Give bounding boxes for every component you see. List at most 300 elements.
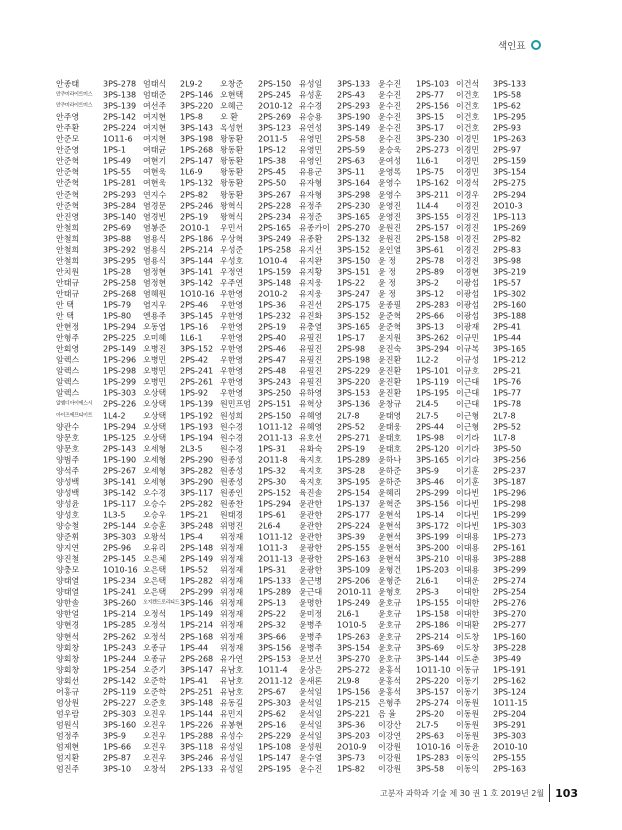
paper-code: 3PS-69	[416, 643, 445, 653]
paper-code: 1PS-296	[103, 355, 137, 365]
author-name: 원성희	[220, 411, 244, 420]
author-name: 원수경	[220, 444, 244, 454]
paper-code: 3PS-151	[337, 267, 371, 277]
paper-code: 3PS-220	[180, 101, 214, 111]
author-name: 윤여성	[378, 156, 402, 166]
author-name: 유화숙	[299, 444, 323, 454]
author-name: 엄원식	[56, 720, 80, 730]
paper-code: 3PS-61	[416, 245, 445, 255]
author-name: 엄우람	[56, 709, 80, 719]
paper-code: 1PS-299	[103, 377, 137, 387]
author-name: 오은택	[143, 565, 167, 575]
paper-code: 1O10-16	[416, 742, 451, 752]
author-name: 여지현	[143, 112, 167, 122]
author-name: 안철희	[56, 256, 80, 266]
paper-code: 2PS-46	[258, 344, 287, 354]
paper-code: 3PS-15	[416, 112, 445, 122]
author-name: 알렉스	[56, 366, 80, 376]
paper-code: 2PS-52	[493, 422, 522, 432]
author-name: 양한솔	[56, 598, 80, 608]
author-name: 이동윤	[456, 742, 480, 752]
author-name: 위명진	[220, 521, 244, 531]
paper-code: 2PS-275	[493, 178, 527, 188]
author-name: 양석주	[56, 466, 80, 476]
paper-code: 2PS-251	[180, 687, 214, 697]
author-name: 윤현석	[378, 554, 402, 564]
paper-code: 3PS-298	[337, 190, 371, 199]
author-name: 유수경	[299, 101, 323, 111]
paper-code: 2PS-198	[337, 355, 371, 365]
paper-code: 2PS-142	[103, 112, 137, 122]
paper-code: 2PS-293	[337, 101, 371, 111]
author-name: 안태규	[56, 289, 80, 299]
author-name: 윤보선	[299, 654, 323, 664]
author-name: 염용식	[143, 245, 167, 255]
author-name: 오진우	[143, 709, 167, 719]
author-name: 이강원	[378, 764, 402, 774]
author-name: 윤수진	[378, 90, 402, 100]
paper-code: 1PS-288	[180, 731, 214, 741]
author-name: 윤수진	[378, 134, 402, 144]
paper-code: 1PS-263	[493, 134, 527, 144]
paper-code: 1PS-36	[258, 300, 287, 310]
author-name: 윤준혁	[378, 311, 402, 321]
author-name: 이경진	[456, 223, 480, 233]
paper-code: 2PS-82	[493, 234, 522, 244]
paper-code: 3PS-124	[493, 687, 527, 697]
paper-code: 1PS-22	[337, 278, 366, 288]
author-name: 우한영	[220, 344, 244, 354]
paper-code: 1PS-119	[416, 377, 450, 387]
author-name: 유남호	[220, 687, 244, 697]
paper-code: 2L9-2	[180, 79, 203, 89]
author-name: 원태경	[220, 510, 244, 520]
author-name: 오정석	[143, 609, 167, 619]
paper-code: 3PS-210	[416, 554, 450, 564]
paper-code: 1PS-52	[180, 565, 209, 575]
author-name: 윤영록	[378, 167, 402, 177]
author-name: 유종환	[299, 234, 323, 244]
author-name: 안현정	[56, 322, 80, 332]
author-name: 오미혜	[143, 333, 167, 343]
author-name: 위정재	[220, 609, 244, 619]
journal-info: 고분자 과학과 기술 제 30 권 1 호 2019년 2월	[380, 788, 545, 798]
paper-code: 3PS-133	[493, 79, 527, 89]
author-name: 여현욱	[143, 178, 167, 188]
author-name: 윤태웅	[378, 422, 402, 432]
author-name: 안철희	[56, 245, 80, 255]
author-name: 이동기	[456, 687, 480, 697]
paper-code: 1PS-82	[337, 764, 366, 774]
paper-code: 1PS-195	[416, 388, 450, 398]
paper-code: 2L6-1	[337, 609, 360, 619]
author-name: 유성일	[220, 753, 244, 763]
author-name: 오정석	[143, 620, 167, 630]
author-name: 염혜원	[143, 289, 167, 299]
paper-code: 2O10-1	[180, 223, 210, 233]
paper-code: 3PS-9	[416, 466, 439, 476]
author-name: 안형주	[56, 333, 80, 343]
author-name: 오진우	[143, 753, 167, 763]
author-name: 오준기	[143, 665, 167, 675]
author-name: 오혜근	[220, 101, 244, 111]
paper-code: 3PS-109	[337, 565, 371, 575]
author-name: 이다빈	[456, 521, 480, 531]
author-name: 알렉스	[56, 388, 80, 398]
paper-code: 1O10-16	[180, 289, 215, 299]
paper-code: 1PS-159	[258, 267, 292, 277]
author-name: 오유리	[143, 543, 167, 553]
author-name: 오창석	[143, 764, 167, 774]
author-name: 윤호규	[378, 609, 402, 619]
author-name: 윤진환	[378, 388, 402, 398]
author-name: 유필진	[299, 377, 323, 387]
paper-code: 1PS-263	[337, 632, 371, 641]
paper-code: 2PS-269	[258, 112, 292, 122]
paper-code: 1PS-249	[337, 598, 371, 608]
paper-code: 3PS-98	[493, 256, 522, 266]
author-name: 윤석일	[299, 687, 323, 697]
paper-code: 3PS-73	[337, 753, 366, 763]
author-name: 유호선	[299, 433, 323, 443]
author-name: 어홍규	[56, 687, 80, 697]
author-name: 윤광한	[299, 565, 323, 575]
paper-code: 2PS-149	[180, 554, 214, 564]
author-name: 양범주	[56, 455, 80, 465]
paper-code: 2L7-8	[337, 411, 360, 420]
paper-code: 1PS-113	[493, 212, 527, 222]
paper-code: 1PS-190	[103, 455, 137, 465]
author-name: 우한영	[220, 311, 244, 321]
paper-code: 2PS-220	[416, 676, 450, 686]
author-name: 이경현	[456, 267, 480, 277]
paper-code: 2PS-261	[180, 377, 214, 387]
paper-code: 1PS-75	[416, 167, 445, 177]
paper-code: 2O11-12	[258, 676, 293, 686]
author-name: 윤수진	[378, 123, 402, 133]
paper-code: 3PS-260	[103, 598, 137, 608]
author-name: 안준혁	[56, 156, 80, 166]
author-name: 원종찬	[220, 499, 244, 509]
author-name: 안준혁	[56, 178, 80, 188]
author-name: 우성호	[220, 256, 244, 266]
author-name: 윤혁준	[378, 499, 402, 509]
author-name: 이건호	[456, 123, 480, 133]
paper-code: 2PS-20	[416, 709, 445, 719]
author-name: 오왕석	[143, 532, 167, 542]
paper-code: 1PS-149	[180, 609, 214, 619]
paper-code: 2PS-254	[493, 587, 527, 597]
author-name: 유승용	[299, 112, 323, 122]
circle-marker-icon	[531, 40, 541, 50]
paper-code: 1PS-241	[103, 587, 137, 597]
paper-code: 3PS-148	[258, 278, 292, 288]
author-name: 윤홍석	[378, 687, 402, 697]
author-name: 우한영	[220, 300, 244, 310]
paper-code: 1PS-191	[493, 665, 527, 675]
author-name: 엄지환	[56, 753, 80, 763]
paper-code: 1PS-78	[493, 399, 522, 409]
author-name: 유지웅	[299, 289, 323, 299]
paper-code: 3PS-140	[103, 212, 137, 222]
paper-code: 1PS-303	[103, 388, 137, 398]
author-name: 여태균	[143, 145, 167, 155]
author-name: 이대용	[456, 532, 480, 542]
author-name: 양성백	[56, 488, 80, 498]
paper-code: 2PS-22	[258, 609, 287, 619]
paper-code: 1O11-6	[103, 134, 133, 144]
author-name: 염경빈	[143, 212, 167, 222]
paper-code: 2PS-156	[416, 101, 450, 111]
author-name: 오 환	[220, 112, 238, 122]
paper-code: 2PS-59	[337, 145, 366, 155]
author-name: 여지현	[143, 134, 167, 144]
author-name: 이동원	[456, 698, 480, 708]
paper-code: 2PS-276	[493, 598, 527, 608]
author-name: 유봉현	[220, 720, 244, 730]
author-name: 이다빈	[456, 510, 480, 520]
paper-code: 3PS-141	[103, 477, 137, 487]
author-name: 왕동환	[220, 190, 244, 199]
paper-code: 3PS-230	[416, 134, 450, 144]
author-name: 염용식	[143, 256, 167, 266]
paper-code: 2PS-158	[416, 234, 450, 244]
author-name: 오세형	[143, 444, 167, 454]
paper-code: 2L3-5	[180, 444, 203, 454]
author-name: 오상택	[143, 422, 167, 432]
author-name: 여선주	[143, 101, 167, 111]
author-name: 유자형	[299, 190, 323, 199]
paper-code: 2PS-160	[493, 300, 527, 310]
paper-code: 1PS-193	[180, 422, 214, 432]
author-name: 위정재	[220, 532, 244, 542]
author-name: 유혜영	[299, 411, 323, 420]
paper-code: 3PS-246	[180, 753, 214, 763]
author-name: 유지웅	[299, 278, 323, 288]
paper-code: 2O11-13	[258, 554, 293, 564]
paper-code: 2PS-268	[180, 654, 214, 664]
author-name: 윤 정	[378, 256, 396, 266]
paper-code: 3PS-303	[493, 731, 527, 741]
paper-code: 2PS-96	[103, 543, 132, 553]
author-name: 윤명한	[299, 598, 323, 608]
author-name: 이기훈	[456, 466, 480, 476]
author-name: 안회영	[56, 344, 80, 354]
author-name: 윤태호	[378, 444, 402, 454]
author-name: 이경민	[456, 134, 480, 144]
paper-code: 3PS-284	[103, 201, 137, 211]
author-name: 이강원	[378, 753, 402, 763]
author-name: 오상택	[143, 388, 167, 398]
paper-code: 2PS-40	[258, 333, 287, 343]
author-name: 윤석일	[299, 720, 323, 730]
paper-code: 1PS-212	[493, 355, 527, 365]
paper-code: 2O10-10	[493, 742, 528, 752]
paper-code: 3PS-172	[416, 521, 450, 531]
paper-code: 2PS-221	[337, 709, 371, 719]
paper-code: 1PS-44	[493, 333, 522, 343]
paper-code: 3PS-243	[258, 377, 292, 387]
paper-code: 2PS-133	[180, 764, 214, 774]
author-name: 위정재	[220, 587, 244, 597]
paper-code: 2PS-150	[258, 79, 292, 89]
paper-code: 3PS-149	[337, 123, 371, 133]
author-name: 이근대	[456, 399, 480, 409]
paper-code: 3PS-249	[258, 234, 292, 244]
paper-code: 1PS-294	[103, 422, 137, 432]
paper-code: 1L6-1	[416, 156, 439, 166]
paper-code: 1L4-4	[416, 201, 439, 211]
paper-code: 3PS-200	[416, 543, 450, 553]
author-name: 위정재	[220, 620, 244, 630]
paper-code: 2PS-225	[103, 333, 137, 343]
paper-code: 3PS-146	[180, 598, 214, 608]
author-name: 엄진주	[56, 764, 80, 774]
author-name: 위정재	[220, 565, 244, 575]
author-name: 오준호	[143, 698, 167, 708]
author-name: 안진영	[56, 212, 80, 222]
paper-code: 3PS-292	[103, 245, 137, 255]
paper-code: 3PS-157	[416, 687, 450, 697]
paper-code: 1PS-203	[416, 565, 450, 575]
paper-code: 2L9-8	[337, 676, 360, 686]
paper-code: 1PS-298	[103, 366, 137, 376]
author-name: 여지현	[143, 123, 167, 133]
author-name: 위정재	[220, 554, 244, 564]
paper-code: 1PS-117	[103, 499, 137, 509]
paper-code: 1PS-289	[258, 587, 292, 597]
paper-code: 2PS-157	[416, 223, 450, 233]
author-name: 오현택	[220, 90, 244, 100]
author-name: 유혜영	[299, 422, 323, 432]
paper-code: 3PS-10	[103, 764, 132, 774]
paper-code: 1PS-44	[180, 643, 209, 653]
author-name: 윤원진	[378, 234, 402, 244]
paper-code: 1PS-214	[180, 620, 214, 630]
paper-code: 2PS-262	[103, 632, 137, 641]
paper-code: 1PS-12	[258, 145, 287, 155]
author-name: 우한영	[220, 289, 244, 299]
paper-code: 3PS-267	[258, 190, 292, 199]
paper-code: 1PS-281	[103, 178, 137, 188]
author-name: 이동원	[456, 709, 480, 719]
author-name: 우성준	[220, 245, 244, 255]
author-name: 이기라	[456, 444, 480, 454]
author-name: 양준휘	[56, 532, 80, 542]
author-name: 이광섭	[456, 278, 480, 288]
paper-code: 2O11-5	[258, 134, 288, 144]
author-name: 유남호	[220, 665, 244, 675]
paper-code: 3PS-66	[258, 632, 287, 641]
author-name: 윤태호	[378, 433, 402, 443]
author-name: 알엠디아이에스시	[56, 400, 93, 407]
paper-code: 2PS-48	[258, 366, 287, 376]
paper-code: 2PS-97	[493, 145, 522, 155]
paper-code: 3PS-142	[180, 278, 214, 288]
paper-code: 1O10-5	[337, 620, 367, 630]
author-name: 여현기	[143, 156, 167, 166]
author-name: 유자형	[299, 178, 323, 188]
paper-code: 1PS-49	[103, 156, 132, 166]
paper-code: 1PS-298	[493, 499, 527, 509]
paper-code: 3PS-142	[103, 488, 137, 498]
author-name: 여현욱	[143, 167, 167, 177]
author-name: 오종규	[143, 654, 167, 664]
author-name: 오세형	[143, 455, 167, 465]
paper-code: 2PS-303	[258, 698, 292, 708]
paper-code: 2O10-3	[493, 201, 523, 211]
paper-code: 2PS-303	[103, 709, 137, 719]
paper-code: 3PS-165	[337, 212, 371, 222]
author-name: 유정준	[299, 212, 323, 222]
paper-code: 2PS-273	[416, 145, 450, 155]
paper-code: 2PS-272	[337, 665, 371, 675]
paper-code: 2L7-8	[493, 411, 516, 420]
paper-code: 1PS-303	[493, 521, 527, 531]
paper-code: 1PS-133	[258, 576, 292, 586]
paper-code: 2PS-162	[493, 676, 527, 686]
paper-code: 3PS-164	[337, 178, 371, 188]
paper-code: 2PS-66	[416, 311, 445, 321]
author-name: 윤하나	[378, 455, 402, 465]
author-name: 안주환	[56, 123, 80, 133]
paper-code: 2PS-206	[337, 576, 371, 586]
author-name: 오수경	[143, 488, 167, 498]
author-name: 오상택	[143, 433, 167, 443]
paper-code: 1PS-132	[180, 178, 214, 188]
author-name: 알렉스	[56, 377, 80, 387]
author-name: 우한영	[220, 377, 244, 387]
author-name: 윤 정	[378, 267, 396, 277]
paper-code: 2L6-1	[416, 576, 439, 586]
paper-code: 3PS-138	[103, 90, 137, 100]
paper-code: 3PS-144	[180, 256, 214, 266]
author-name: 안종태	[56, 79, 80, 89]
paper-code: 2PS-52	[337, 422, 366, 432]
author-name: 우주연	[220, 278, 244, 288]
author-name: 윤호규	[378, 654, 402, 664]
author-name: 안준모	[56, 134, 80, 144]
author-name: 유용군	[299, 167, 323, 177]
author-name: 양현경	[56, 620, 80, 630]
paper-code: 1PS-232	[258, 311, 292, 321]
author-name: 유하영	[299, 388, 323, 398]
author-name: 윤진환	[378, 355, 402, 365]
paper-code: 3PS-145	[180, 311, 214, 321]
paper-code: 3PS-262	[416, 333, 450, 343]
author-name: 유성일	[220, 764, 244, 774]
paper-code: 3PS-152	[337, 245, 371, 255]
author-name: 윤광한	[299, 554, 323, 564]
author-name: 이기라	[456, 433, 480, 443]
paper-code: 2PS-132	[337, 234, 371, 244]
paper-code: 1PS-125	[103, 433, 137, 443]
paper-code: 2PS-214	[416, 632, 450, 641]
author-name: 이광섭	[456, 311, 480, 321]
author-name: 위정재	[220, 598, 244, 608]
author-name: 염정현	[143, 267, 167, 277]
paper-code: 2PS-44	[416, 422, 445, 432]
paper-code: 2O10-11	[337, 587, 372, 597]
author-name: 염봉준	[143, 223, 167, 233]
author-name: 엄상원	[56, 698, 80, 708]
author-name: 유필진	[299, 355, 323, 365]
author-name: 이강원	[378, 742, 402, 752]
paper-code: 1PS-1	[103, 145, 126, 155]
paper-code: 1O11-15	[493, 698, 528, 708]
paper-code: 1PS-294	[258, 499, 292, 509]
author-name: 윤형건	[378, 565, 402, 575]
